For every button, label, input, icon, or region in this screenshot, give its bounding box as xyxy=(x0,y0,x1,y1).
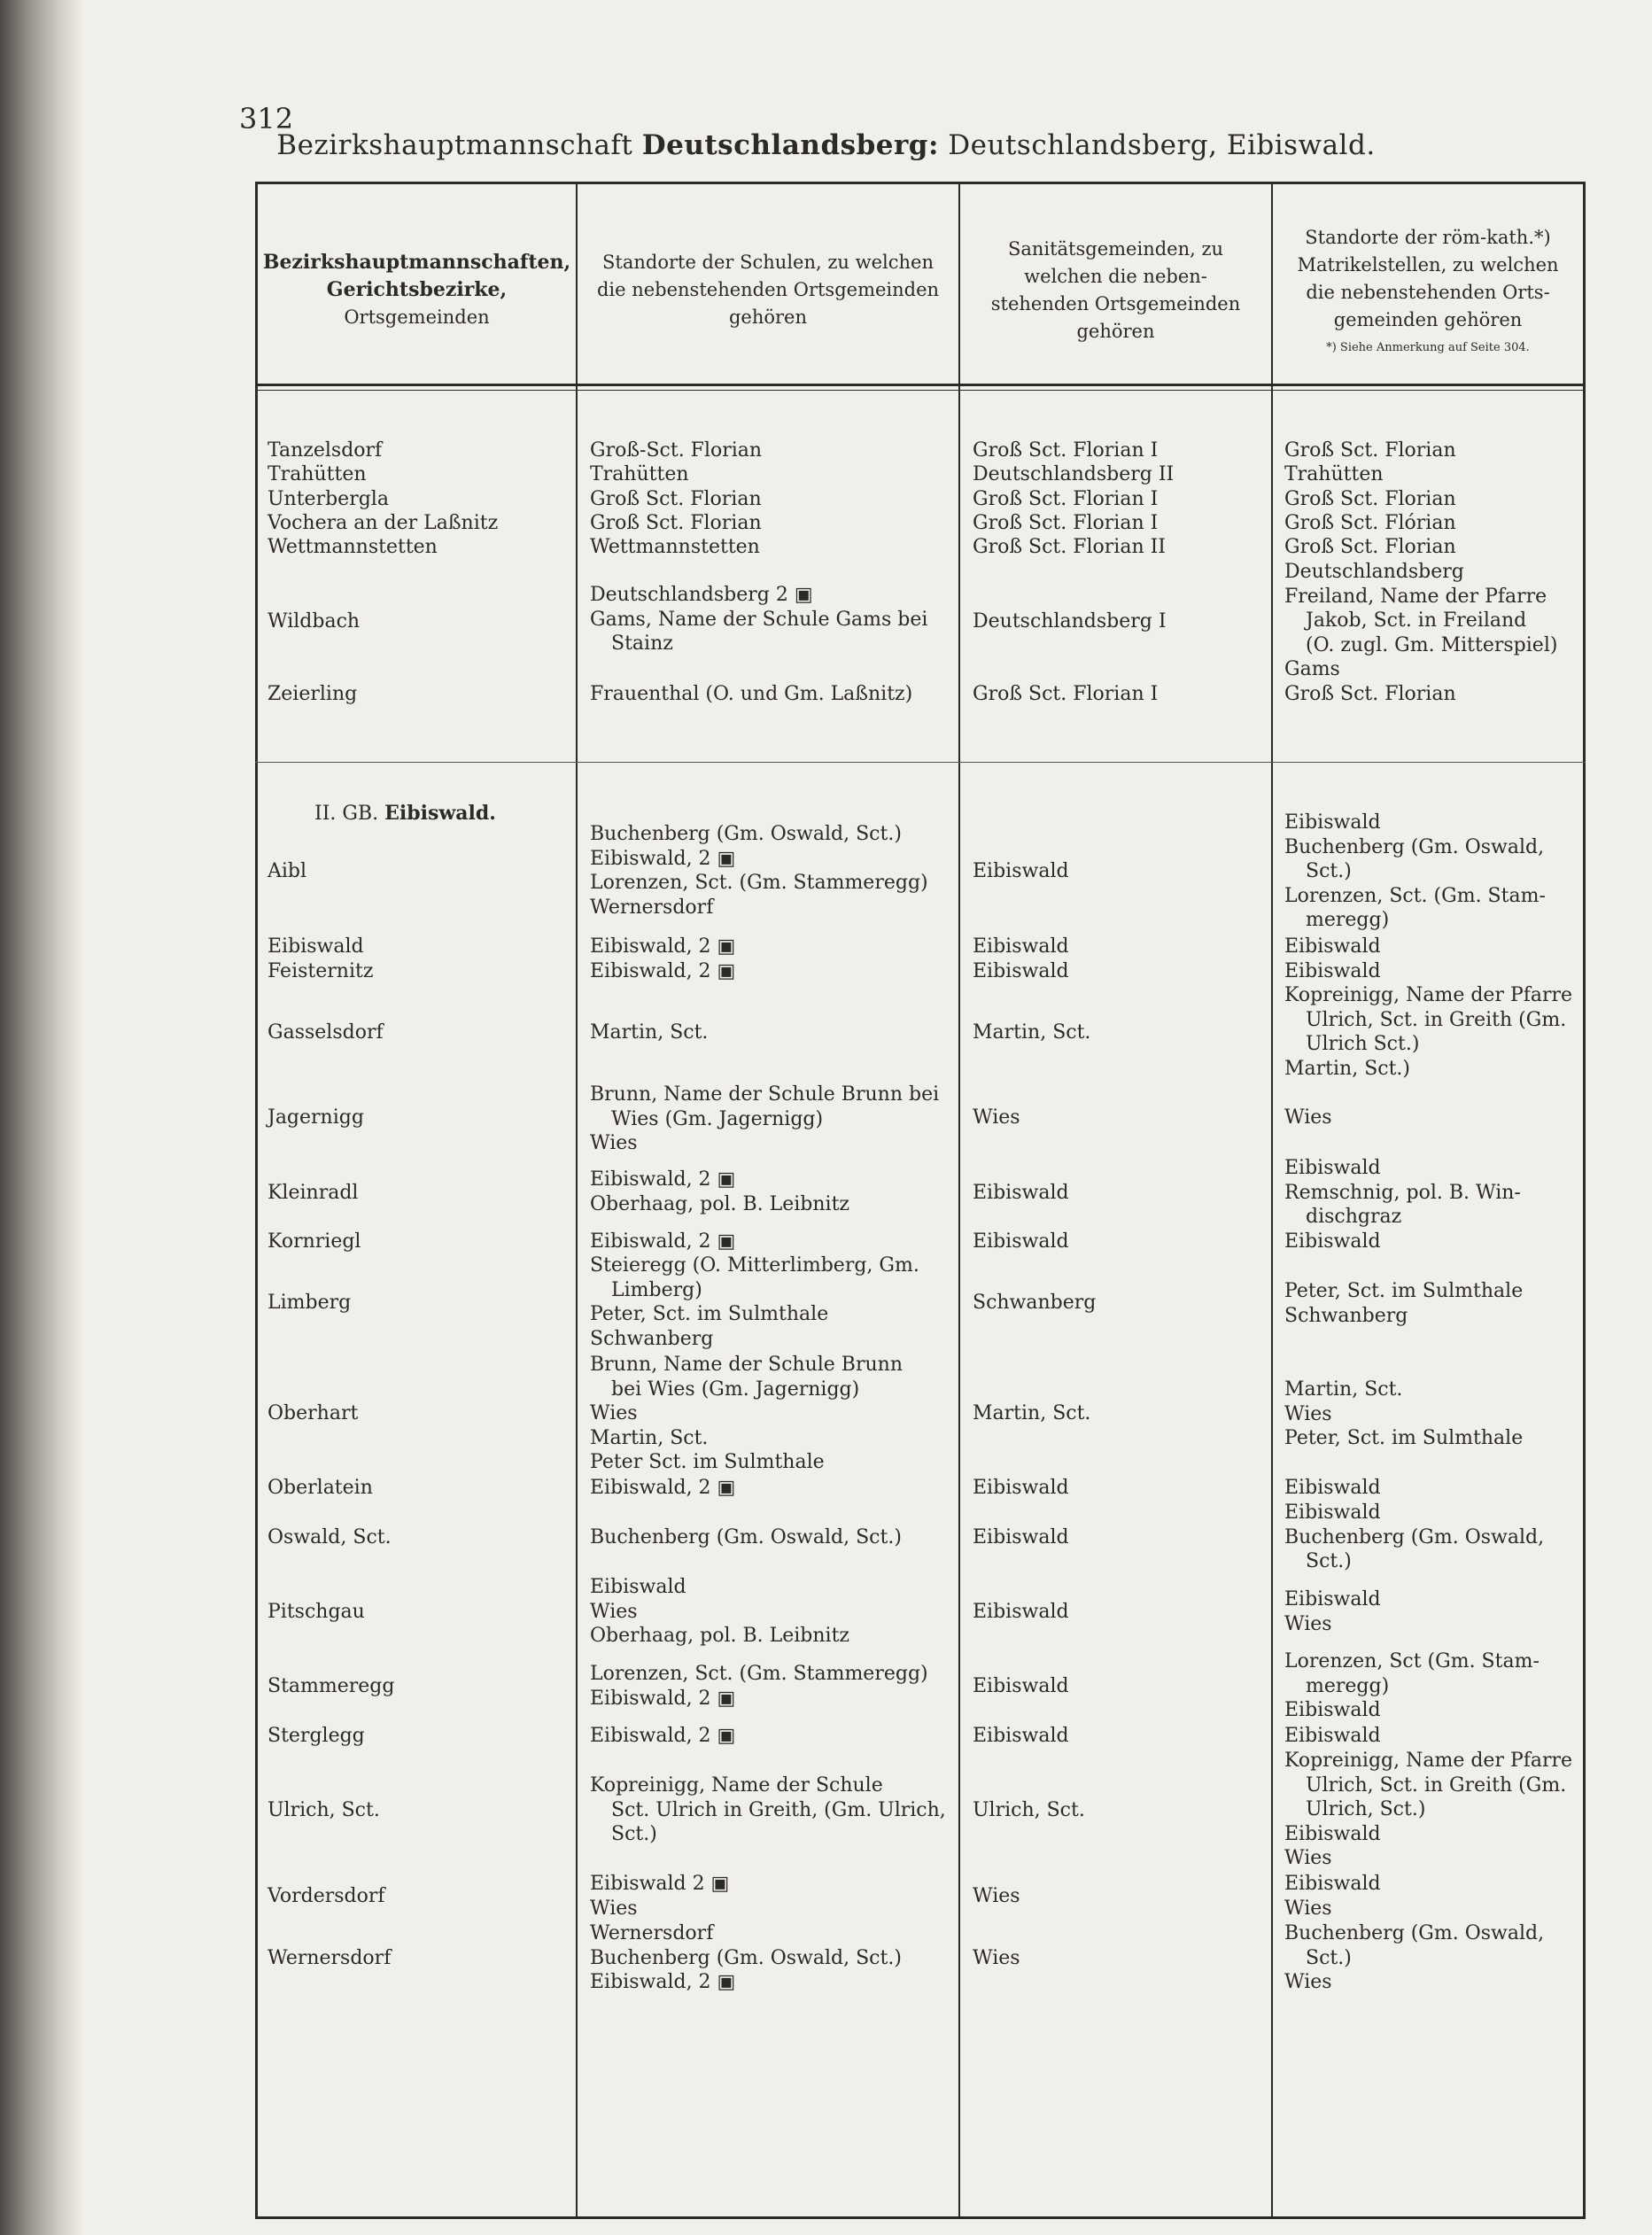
municipality-cell xyxy=(268,859,569,884)
header-col2-line3: gehören xyxy=(728,307,808,328)
school-cell-line: Wettmannstetten xyxy=(590,536,760,558)
municipality-cell-line: Limberg xyxy=(268,1292,352,1314)
school-cell-line: Wies xyxy=(590,1600,638,1623)
municipality-cell-line: Kleinradl xyxy=(268,1182,359,1204)
sanitary-cell xyxy=(973,1106,1268,1130)
register-cell-line: Remschnig, pol. B. Win- xyxy=(1284,1181,1521,1204)
register-cell xyxy=(1284,983,1577,1081)
running-title xyxy=(0,129,1652,161)
municipality-cell xyxy=(268,1674,569,1699)
running-title-rest: Deutschlandsberg, Eibiswald. xyxy=(948,129,1376,161)
school-cell-line: Schwanberg xyxy=(590,1327,714,1350)
register-cell-line: Wies xyxy=(1284,1106,1332,1129)
register-cell-line: dischgraz xyxy=(1306,1206,1402,1228)
header-col3-line1: Sanitätsgemeinden, zu xyxy=(1007,237,1224,260)
section-label-prefix: II. GB. xyxy=(314,803,379,825)
register-cell-line: Eibiswald xyxy=(1284,1699,1381,1721)
sanitary-cell-line: Wies xyxy=(973,1106,1020,1129)
sanitary-cell-line: Eibiswald xyxy=(973,1675,1069,1697)
register-cell-line: Eibiswald xyxy=(1284,935,1381,958)
header-rule-second xyxy=(255,390,1586,391)
school-cell-line: Oberhaag, pol. B. Leibnitz xyxy=(590,1625,850,1647)
register-cell xyxy=(1284,935,1577,983)
sanitary-cell xyxy=(973,438,1268,463)
sanitary-cell xyxy=(973,1674,1268,1699)
register-cell-line: Freiland, Name der Pfarre xyxy=(1284,585,1547,608)
header-col3-line3: stehenden Ortsgemeinden xyxy=(990,292,1241,314)
register-cell-line: Schwanberg xyxy=(1284,1304,1408,1327)
municipality-cell-line: Gasselsdorf xyxy=(268,1021,384,1044)
header-col-sanitary xyxy=(960,199,1271,381)
school-cell-line: Wies (Gm. Jagernigg) xyxy=(611,1107,824,1130)
register-cell xyxy=(1284,511,1577,536)
school-cell-line: bei Wies (Gm. Jagernigg) xyxy=(611,1377,860,1401)
municipality-cell-line: Ulrich, Sct. xyxy=(268,1799,380,1821)
sanitary-cell xyxy=(973,1230,1268,1254)
header-col4-line2: Matrikelstellen, zu welchen xyxy=(1297,253,1559,275)
municipality-cell xyxy=(268,1291,569,1315)
sanitary-cell xyxy=(973,1884,1268,1909)
register-cell xyxy=(1284,1377,1577,1451)
school-cell-line: Eibiswald, 2 ▣ xyxy=(590,959,736,982)
sanitary-cell-line: Groß Sct. Florian I xyxy=(973,439,1159,462)
school-cell xyxy=(590,1230,951,1254)
school-cell-line: Eibiswald, 2 ▣ xyxy=(590,1168,736,1191)
sanitary-cell-line: Eibiswald xyxy=(973,1477,1069,1499)
register-cell-line: Lorenzen, Sct (Gm. Stam- xyxy=(1284,1650,1540,1672)
school-cell xyxy=(590,682,951,707)
school-cell-line: Eibiswald, 2 ▣ xyxy=(590,1725,736,1747)
sanitary-cell-line: Eibiswald xyxy=(973,959,1069,982)
school-cell xyxy=(590,583,951,656)
school-cell-line: Martin, Sct. xyxy=(590,1021,709,1044)
school-cell xyxy=(590,535,951,560)
register-cell-line: Eibiswald xyxy=(1284,959,1381,982)
municipality-cell-line: Unterbergla xyxy=(268,488,389,510)
municipality-cell-line: Tanzelsdorf xyxy=(268,439,383,462)
school-cell xyxy=(590,1724,951,1749)
register-cell-line: Martin, Sct. xyxy=(1284,1378,1403,1401)
school-cell-line: Gams, Name der Schule Gams bei xyxy=(590,608,928,631)
register-cell-line: Sct.) xyxy=(1306,1946,1352,1969)
sanitary-cell-line: Deutschlandsberg II xyxy=(973,463,1175,485)
municipality-cell xyxy=(268,1600,569,1625)
school-cell-line: Martin, Sct. xyxy=(590,1426,709,1449)
register-cell-line: Gams xyxy=(1284,658,1340,680)
sanitary-cell-line: Eibiswald xyxy=(973,1601,1069,1623)
school-cell-line: Wies xyxy=(590,1897,638,1920)
register-cell xyxy=(1284,1476,1577,1501)
school-cell-line: Lorenzen, Sct. (Gm. Stammeregg) xyxy=(590,872,928,894)
register-cell-line: Martin, Sct.) xyxy=(1284,1057,1411,1080)
register-cell-line: Lorenzen, Sct. (Gm. Stam- xyxy=(1284,884,1546,907)
school-cell-line: Trahütten xyxy=(590,463,689,485)
column-divider-2 xyxy=(958,182,960,2219)
register-cell-line: Eibiswald xyxy=(1284,1157,1381,1179)
municipality-cell-line: Zeierling xyxy=(268,683,358,705)
running-title-prefix: Bezirkshauptmannschaft xyxy=(276,129,633,161)
header-col4-footnote: *) Siehe Anmerkung auf Seite 304. xyxy=(1326,340,1530,354)
municipality-cell-line: Pitschgau xyxy=(268,1601,365,1623)
section-label xyxy=(314,802,496,825)
register-cell-line: Eibiswald xyxy=(1284,1230,1381,1253)
sanitary-cell-line: Eibiswald xyxy=(973,1182,1069,1204)
school-cell-line: Eibiswald 2 ▣ xyxy=(590,1873,730,1895)
register-cell xyxy=(1284,1501,1577,1574)
municipality-cell-line: Kornriegl xyxy=(268,1230,361,1253)
sanitary-cell-line: Eibiswald xyxy=(973,860,1069,882)
page-binding-shadow xyxy=(0,0,84,2235)
register-cell-line: Wies xyxy=(1284,1612,1332,1635)
school-cell-line: Buchenberg (Gm. Oswald, Sct.) xyxy=(590,1526,902,1548)
header-col-registers xyxy=(1273,199,1583,381)
sanitary-cell xyxy=(973,535,1268,560)
register-cell xyxy=(1284,1649,1577,1723)
register-cell xyxy=(1284,1230,1577,1254)
column-divider-3 xyxy=(1271,182,1273,2219)
school-cell-line: Kopreinigg, Name der Schule xyxy=(590,1774,883,1797)
header-col3-line4: gehören xyxy=(1076,320,1155,342)
municipality-cell xyxy=(268,535,569,560)
register-cell xyxy=(1284,535,1577,560)
sanitary-cell xyxy=(973,1946,1268,1971)
register-cell-line: Ulrich Sct.) xyxy=(1306,1033,1420,1055)
municipality-cell xyxy=(268,1525,569,1550)
register-cell-line: Ulrich, Sct. in Greith (Gm. xyxy=(1306,1773,1567,1797)
register-cell xyxy=(1284,811,1577,933)
municipality-cell-line: Jagernigg xyxy=(268,1106,364,1129)
column-divider-1 xyxy=(576,182,578,2219)
school-cell-line: Oberhaag, pol. B. Leibnitz xyxy=(590,1192,850,1215)
sanitary-cell xyxy=(973,682,1268,707)
school-cell-line: Eibiswald, 2 ▣ xyxy=(590,1687,736,1710)
running-title-bold: Deutschlandsberg: xyxy=(641,129,939,161)
sanitary-cell xyxy=(973,1724,1268,1749)
municipality-cell xyxy=(268,1884,569,1909)
sanitary-cell-line: Deutschlandsberg I xyxy=(973,610,1167,632)
school-cell-line: Eibiswald, 2 ▣ xyxy=(590,935,736,958)
municipality-cell xyxy=(268,511,569,536)
register-cell xyxy=(1284,682,1577,707)
municipality-cell xyxy=(268,438,569,463)
municipality-cell xyxy=(268,1476,569,1501)
register-cell-line: Ulrich, Sct.) xyxy=(1306,1798,1426,1820)
sanitary-cell xyxy=(973,1476,1268,1501)
sanitary-cell xyxy=(973,511,1268,536)
register-cell-line: Groß Sct. Florian xyxy=(1284,488,1456,510)
municipality-cell-line: Oswald, Sct. xyxy=(268,1526,392,1548)
register-cell-line: Groß Sct. Flórian xyxy=(1284,512,1456,534)
section-label-bold: Eibiswald. xyxy=(384,802,496,825)
municipality-cell-line: Aibl xyxy=(268,860,307,882)
section-rule xyxy=(255,762,1586,763)
register-cell-line: Eibiswald xyxy=(1284,1477,1381,1499)
register-cell-line: Sct.) xyxy=(1306,1550,1352,1572)
sanitary-cell-line: Eibiswald xyxy=(973,1526,1069,1548)
sanitary-cell xyxy=(973,859,1268,884)
municipality-cell-line: Wernersdorf xyxy=(268,1947,392,1969)
register-cell-line: Buchenberg (Gm. Oswald, xyxy=(1284,1922,1545,1944)
municipality-cell-line: Wildbach xyxy=(268,610,361,632)
header-col1-line3: Ortsgemeinden xyxy=(344,307,490,328)
register-cell-line: Groß Sct. Florian xyxy=(1284,439,1456,462)
sanitary-cell-line: Groß Sct. Florian I xyxy=(973,488,1159,510)
municipality-cell xyxy=(268,1798,569,1823)
register-cell xyxy=(1284,1156,1577,1230)
register-cell-line: Eibiswald xyxy=(1284,1873,1381,1895)
municipality-cell xyxy=(268,487,569,512)
header-col3-line2: welchen die neben- xyxy=(1024,265,1207,287)
school-cell-line: Lorenzen, Sct. (Gm. Stammeregg) xyxy=(590,1663,928,1685)
sanitary-cell-line: Martin, Sct. xyxy=(973,1402,1091,1424)
municipality-cell xyxy=(268,609,569,634)
school-cell-line: Stainz xyxy=(611,632,673,655)
school-cell-line: Eibiswald, 2 ▣ xyxy=(590,847,736,870)
school-cell-line: Groß Sct. Florian xyxy=(590,488,762,510)
school-cell-line: Wies xyxy=(590,1402,638,1424)
sanitary-cell-line: Eibiswald xyxy=(973,935,1069,958)
school-cell-line: Steieregg (O. Mitterlimberg, Gm. xyxy=(590,1254,919,1277)
school-cell xyxy=(590,822,951,920)
school-cell-line: Eibiswald, 2 ▣ xyxy=(590,1971,736,1993)
municipality-cell xyxy=(268,1946,569,1971)
register-cell-line: Wies xyxy=(1284,1402,1332,1425)
school-cell-line: Brunn, Name der Schule Brunn xyxy=(590,1354,903,1376)
sanitary-cell xyxy=(973,1401,1268,1426)
school-cell-line: Eibiswald xyxy=(590,1576,686,1598)
school-cell-line: Buchenberg (Gm. Oswald, Sct.) xyxy=(590,1946,902,1969)
sanitary-cell-line: Eibiswald xyxy=(973,1725,1069,1747)
register-cell xyxy=(1284,1106,1577,1130)
school-cell xyxy=(590,1020,951,1045)
municipality-cell-line: Vochera an der Laßnitz xyxy=(268,512,499,534)
sanitary-cell-line: Groß Sct. Florian I xyxy=(973,512,1159,534)
school-cell xyxy=(590,1872,951,1921)
register-cell-line: meregg) xyxy=(1306,909,1390,931)
register-cell-line: Groß Sct. Florian xyxy=(1284,536,1456,558)
page-number: 312 xyxy=(239,102,294,136)
header-rule xyxy=(255,384,1586,386)
municipality-cell-line: Oberhart xyxy=(268,1402,359,1424)
school-cell-line: Groß Sct. Florian xyxy=(590,512,762,534)
sanitary-cell xyxy=(973,1525,1268,1550)
school-cell-line: Sct. Ulrich in Greith, (Gm. Ulrich, xyxy=(611,1798,946,1821)
register-cell xyxy=(1284,1872,1577,1921)
register-cell xyxy=(1284,487,1577,512)
municipality-cell-line: Stammeregg xyxy=(268,1675,395,1697)
municipality-cell xyxy=(268,1230,569,1254)
municipality-cell xyxy=(268,462,569,487)
sanitary-cell xyxy=(973,609,1268,634)
school-cell xyxy=(590,462,951,487)
register-cell xyxy=(1284,1921,1577,1995)
sanitary-cell xyxy=(973,1798,1268,1823)
municipality-cell-line: Sterglegg xyxy=(268,1725,365,1747)
register-cell xyxy=(1284,560,1577,682)
municipality-cell xyxy=(268,682,569,707)
school-cell xyxy=(590,1476,951,1501)
school-cell-line: Wernersdorf xyxy=(590,896,714,919)
school-cell xyxy=(590,1253,951,1351)
school-cell-line: Brunn, Name der Schule Brunn bei xyxy=(590,1083,940,1106)
school-cell xyxy=(590,1353,951,1475)
school-cell-line: Peter, Sct. im Sulmthale xyxy=(590,1303,829,1325)
register-cell-line: Groß Sct. Florian xyxy=(1284,683,1456,705)
sanitary-cell-line: Schwanberg xyxy=(973,1292,1097,1314)
school-cell xyxy=(590,1168,951,1216)
municipality-cell-line: Feisternitz xyxy=(268,959,374,982)
register-cell xyxy=(1284,1724,1577,1749)
register-cell-line: Buchenberg (Gm. Oswald, xyxy=(1284,1525,1545,1548)
sanitary-cell-line: Groß Sct. Florian II xyxy=(973,536,1167,558)
school-cell-line: Wernersdorf xyxy=(590,1922,714,1944)
header-col2-line2: die nebenstehenden Ortsgemeinden xyxy=(596,279,940,300)
school-cell-line: Groß-Sct. Florian xyxy=(590,439,763,462)
register-cell-line: Eibiswald xyxy=(1284,811,1381,834)
register-cell-line: Eibiswald xyxy=(1284,1822,1381,1845)
municipality-cell xyxy=(268,1020,569,1045)
municipality-cell-line: Wettmannstetten xyxy=(268,536,438,558)
register-cell xyxy=(1284,438,1577,463)
school-cell xyxy=(590,487,951,512)
school-cell-line: Eibiswald, 2 ▣ xyxy=(590,1477,736,1499)
register-cell xyxy=(1284,462,1577,487)
register-cell-line: Wies xyxy=(1284,1847,1332,1869)
header-col1-line2: Gerichtsbezirke, xyxy=(326,278,508,301)
school-cell xyxy=(590,1921,951,1995)
municipality-cell-line: Eibiswald xyxy=(268,935,364,958)
school-cell-line: Eibiswald, 2 ▣ xyxy=(590,1230,736,1253)
school-cell xyxy=(590,1575,951,1649)
header-col2-line1: Standorte der Schulen, zu welchen xyxy=(602,252,934,273)
municipality-cell xyxy=(268,1106,569,1130)
sanitary-cell xyxy=(973,1020,1268,1045)
register-cell-line: Jakob, Sct. in Freiland xyxy=(1306,609,1527,632)
register-cell-line: Kopreinigg, Name der Pfarre xyxy=(1284,984,1573,1006)
municipality-cell xyxy=(268,935,569,983)
register-cell-line: Eibiswald xyxy=(1284,1502,1381,1524)
municipality-cell xyxy=(268,1724,569,1749)
register-cell-line: Peter, Sct. im Sulmthale xyxy=(1284,1427,1524,1449)
school-cell-line: Frauenthal (O. und Gm. Laßnitz) xyxy=(590,683,913,705)
register-cell-line: Eibiswald xyxy=(1284,1588,1381,1610)
header-col1-line1: Bezirkshauptmannschaften, xyxy=(262,251,571,274)
register-cell-line: Ulrich, Sct. in Greith (Gm. xyxy=(1306,1008,1567,1031)
register-cell-line: Kopreinigg, Name der Pfarre xyxy=(1284,1750,1573,1772)
sanitary-cell-line: Ulrich, Sct. xyxy=(973,1799,1085,1821)
register-cell-line: (O. zugl. Gm. Mitterspiel) xyxy=(1306,633,1558,656)
header-col4-line4: gemeinden gehören xyxy=(1333,308,1523,330)
sanitary-cell xyxy=(973,1181,1268,1206)
sanitary-cell-line: Groß Sct. Florian I xyxy=(973,683,1159,705)
school-cell-line: Wies xyxy=(590,1132,638,1154)
register-cell-line: Trahütten xyxy=(1284,463,1384,485)
header-col-schools xyxy=(578,199,958,381)
school-cell xyxy=(590,1662,951,1711)
register-cell-line: Wies xyxy=(1284,1897,1332,1920)
sanitary-cell xyxy=(973,1600,1268,1625)
sanitary-cell-line: Eibiswald xyxy=(973,1230,1069,1253)
school-cell xyxy=(590,1083,951,1156)
school-cell-line: Buchenberg (Gm. Oswald, Sct.) xyxy=(590,823,902,845)
school-cell-line: Sct.) xyxy=(611,1823,657,1845)
sanitary-cell-line: Martin, Sct. xyxy=(973,1021,1091,1044)
register-cell-line: Peter, Sct. im Sulmthale xyxy=(1284,1280,1524,1302)
municipality-cell xyxy=(268,1181,569,1206)
sanitary-cell xyxy=(973,935,1268,983)
sanitary-cell xyxy=(973,462,1268,487)
register-cell-line: meregg) xyxy=(1306,1674,1390,1697)
register-cell-line: Eibiswald xyxy=(1284,1725,1381,1747)
municipality-cell-line: Vordersdorf xyxy=(268,1885,385,1907)
header-col4-line3: die nebenstehenden Orts- xyxy=(1306,281,1550,303)
register-cell-line: Deutschlandsberg xyxy=(1284,561,1464,583)
municipality-cell-line: Trahütten xyxy=(268,463,367,485)
header-col4-line1: Standorte der röm-kath.*) xyxy=(1305,226,1551,248)
school-cell xyxy=(590,1525,951,1550)
header-col-municipalities xyxy=(258,199,576,381)
school-cell-line: Limberg) xyxy=(611,1278,702,1301)
school-cell xyxy=(590,935,951,983)
sanitary-cell xyxy=(973,1291,1268,1315)
register-cell xyxy=(1284,1749,1577,1871)
register-cell-line: Wies xyxy=(1284,1971,1332,1993)
school-cell xyxy=(590,511,951,536)
municipality-cell xyxy=(268,1401,569,1426)
register-cell-line: Sct.) xyxy=(1306,860,1352,882)
register-cell xyxy=(1284,1587,1577,1636)
register-cell xyxy=(1284,1279,1577,1328)
sanitary-cell-line: Wies xyxy=(973,1947,1020,1969)
municipality-cell-line: Oberlatein xyxy=(268,1477,373,1499)
school-cell xyxy=(590,438,951,463)
register-cell-line: Buchenberg (Gm. Oswald, xyxy=(1284,835,1545,858)
school-cell-line: Peter Sct. im Sulmthale xyxy=(590,1451,825,1473)
sanitary-cell-line: Wies xyxy=(973,1885,1020,1907)
school-cell xyxy=(590,1773,951,1847)
school-cell-line: Deutschlandsberg 2 ▣ xyxy=(590,584,813,606)
sanitary-cell xyxy=(973,487,1268,512)
